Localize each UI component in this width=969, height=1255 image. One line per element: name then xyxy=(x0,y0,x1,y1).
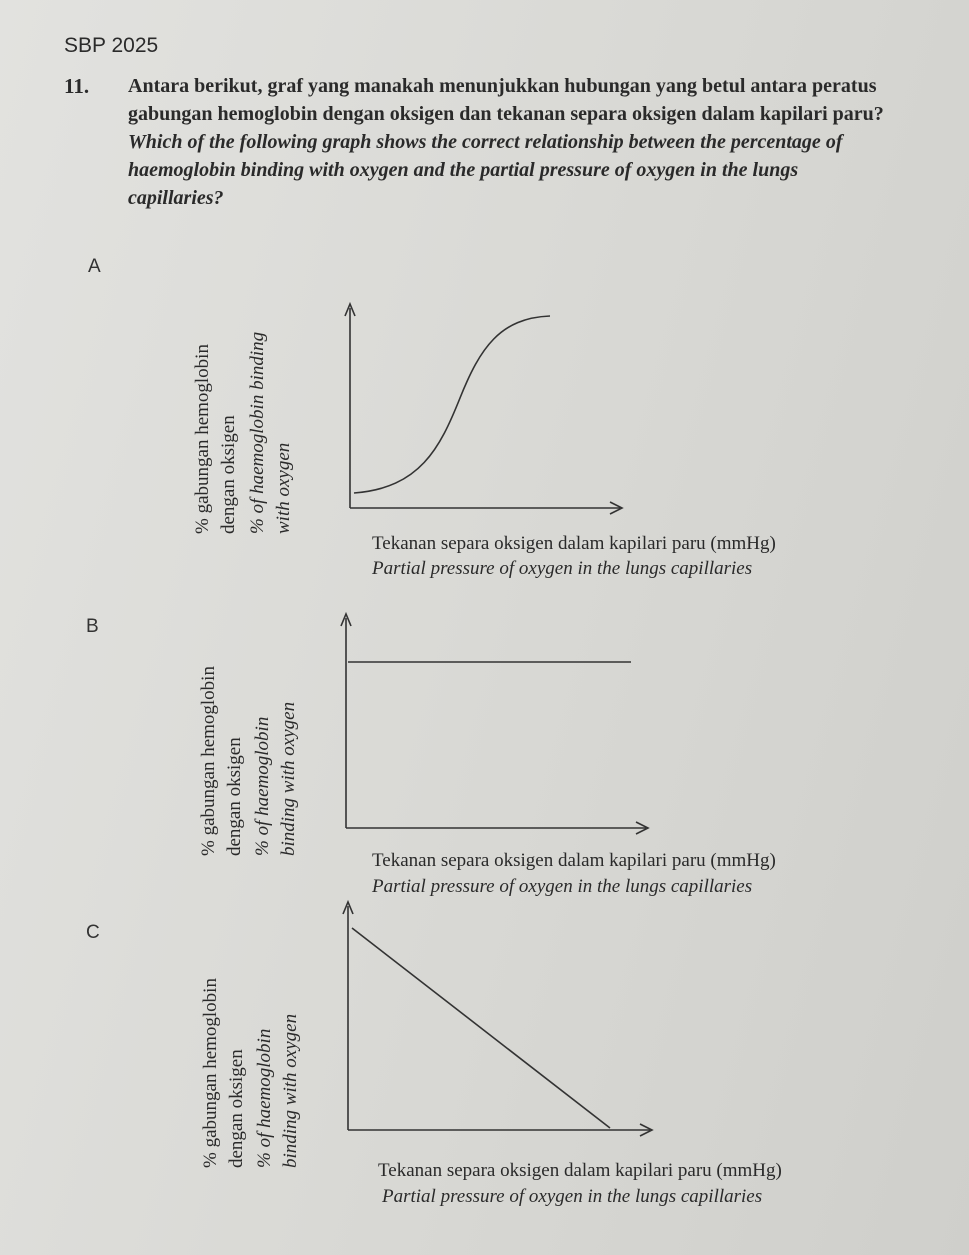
option-c-ylabel-english-line2: binding with oxygen xyxy=(280,1013,301,1168)
question-number: 11. xyxy=(64,74,90,98)
option-c-ylabel-english xyxy=(252,908,304,1168)
option-a-ylabel-english-line2: with oxygen xyxy=(273,442,294,534)
option-c-ylabel-malay-line2: dengan oksigen xyxy=(226,1049,247,1168)
option-a-curve xyxy=(354,316,550,493)
option-a-ylabel-english xyxy=(245,274,297,534)
option-b-xlabel-malay: Tekanan separa oksigen dalam kapilari paru (mmHg) xyxy=(372,850,776,871)
option-c-ylabel-malay-line1: % gabungan hemoglobin xyxy=(200,978,221,1168)
option-b-ylabel-malay-line1: % gabungan hemoglobin xyxy=(198,666,219,856)
option-b-xlabel-english: Partial pressure of oxygen in the lungs capillaries xyxy=(372,876,753,897)
option-a-ylabel-malay xyxy=(190,274,242,534)
option-b-ylabel-english-line2: binding with oxygen xyxy=(278,701,299,856)
option-b-ylabel-english-line1: % of haemoglobin xyxy=(252,716,273,856)
option-c-ylabel-malay xyxy=(198,908,250,1168)
option-a-ylabel-english-line1: % of haemoglobin binding xyxy=(247,331,268,534)
option-a-ylabel-malay-line1: % gabungan hemoglobin xyxy=(192,344,213,534)
option-b-ylabel-malay xyxy=(196,596,248,856)
option-a-graph xyxy=(330,298,630,518)
option-b-ylabel-english xyxy=(250,596,302,856)
option-a-xlabel-malay: Tekanan separa oksigen dalam kapilari paru (mmHg) xyxy=(372,533,776,554)
option-c-xlabel-malay: Tekanan separa oksigen dalam kapilari paru (mmHg) xyxy=(378,1160,782,1181)
option-c-graph xyxy=(328,898,658,1138)
option-b-ylabel-malay-line2: dengan oksigen xyxy=(224,737,245,856)
option-c-label: C xyxy=(86,922,100,943)
option-c-curve xyxy=(352,928,610,1128)
option-a-ylabel-malay-line2: dengan oksigen xyxy=(218,415,239,534)
option-a-label: A xyxy=(88,256,101,277)
option-c-xlabel-english: Partial pressure of oxygen in the lungs capillaries xyxy=(382,1186,763,1207)
option-c-ylabel-english-line1: % of haemoglobin xyxy=(254,1028,275,1168)
option-b-graph xyxy=(326,606,646,836)
option-b-label: B xyxy=(86,616,99,637)
question-text xyxy=(128,72,888,212)
question-text-english: Which of the following graph shows the correct relationship between the percentage of haemoglobin binding with oxygen and the partial pressure of oxygen in the lungs capillaries? xyxy=(128,131,843,209)
paper-header: SBP 2025 xyxy=(64,34,159,57)
question-text-malay: Antara berikut, graf yang manakah menunjukkan hubungan yang betul antara peratus gabungan hemoglobin dengan oksigen dan tekanan separa oksigen dalam kapilari paru? xyxy=(128,75,884,125)
option-a-xlabel-english: Partial pressure of oxygen in the lungs capillaries xyxy=(372,558,753,579)
